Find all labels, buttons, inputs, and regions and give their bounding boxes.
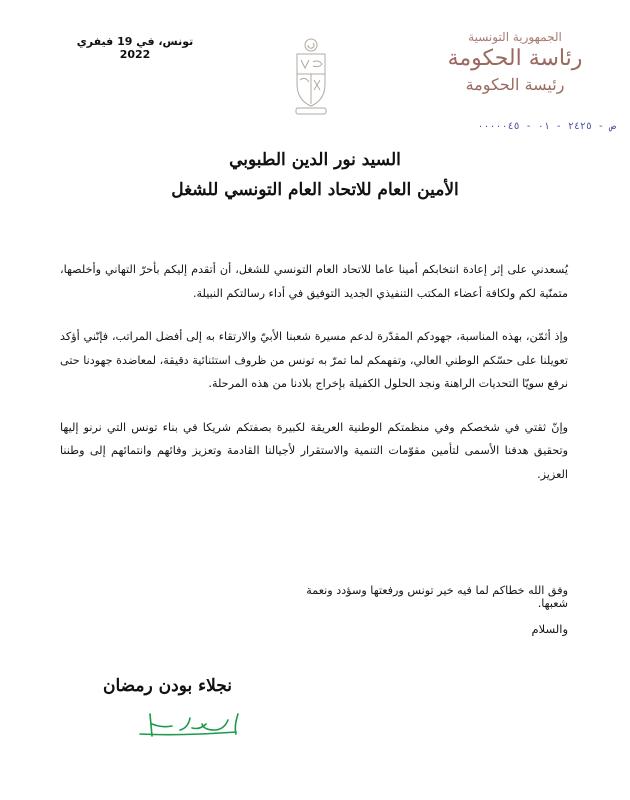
- handwritten-signature-icon: [110, 704, 250, 744]
- letterhead-head: رئيسة الحكومة: [465, 75, 565, 94]
- letterhead-presidency: رئاسة الحكومة: [447, 46, 583, 71]
- reference-number: ص - ٢٤٢٥ - ٠١ - ٠٠٠٠٠٤٥: [477, 121, 616, 132]
- salutation: والسلام: [531, 622, 568, 636]
- body-paragraph: يُسعدني على إثر إعادة انتخابكم أمينا عاما للاتحاد العام التونسي للشغل، أن أتقدم إليكم بأحرّ التهاني وأخلصها، متمنّية لكم ولكافة أعضاء المكتب التنفيذي الجديد التوفيق في أداء رسالتكم النبيلة.: [60, 263, 568, 300]
- letterhead: [430, 30, 600, 94]
- recipient-title: الأمين العام للاتحاد العام التونسي للشغل: [171, 180, 459, 200]
- letterhead-republic: الجمهورية التونسية: [468, 30, 562, 44]
- recipient-name: السيد نور الدين الطبوبي: [229, 150, 401, 170]
- letter-body: [60, 258, 568, 506]
- tunisia-coat-of-arms-icon: [290, 36, 332, 122]
- body-paragraph: وإنّ ثقتي في شخصكم وفي منظمتكم الوطنية العريقة لكبيرة بصفتكم شريكا في بناء تونس التي نرنو إليها وتحقيق هدفنا الأسمى لتأمين مقوّمات التنمية والاستقرار لأجيالنا القادمة وتعزيز وفائهم وانتمائهم إلى وطننا العزيز.: [60, 420, 568, 481]
- letter-date: تونس، في 19 فيفري 2022: [76, 35, 194, 61]
- closing-line: وفق الله خطاكم لما فيه خير تونس ورفعتها وسؤدد ونعمة شعبها.: [306, 584, 568, 610]
- recipient-block: [120, 148, 510, 202]
- body-paragraph: وإذ أثمّن، بهذه المناسبة، جهودكم المقدّرة لدعم مسيرة شعبنا الأبيّ والارتقاء به إلى أفضل المراتب، فإنّني أؤكد تعويلنا على حسّكم الوطني العالي، وتفهمكم لما تمرّ به تونس من ظروف استثنائية دقيقة، لمعاضدة جهودنا حتى نرفع سويّا التحديات الراهنة ونجد الحلول الكفيلة بإخراج بلادنا من هذه المرحلة.: [60, 330, 568, 390]
- signer-name: نجلاء بودن رمضان: [103, 676, 232, 696]
